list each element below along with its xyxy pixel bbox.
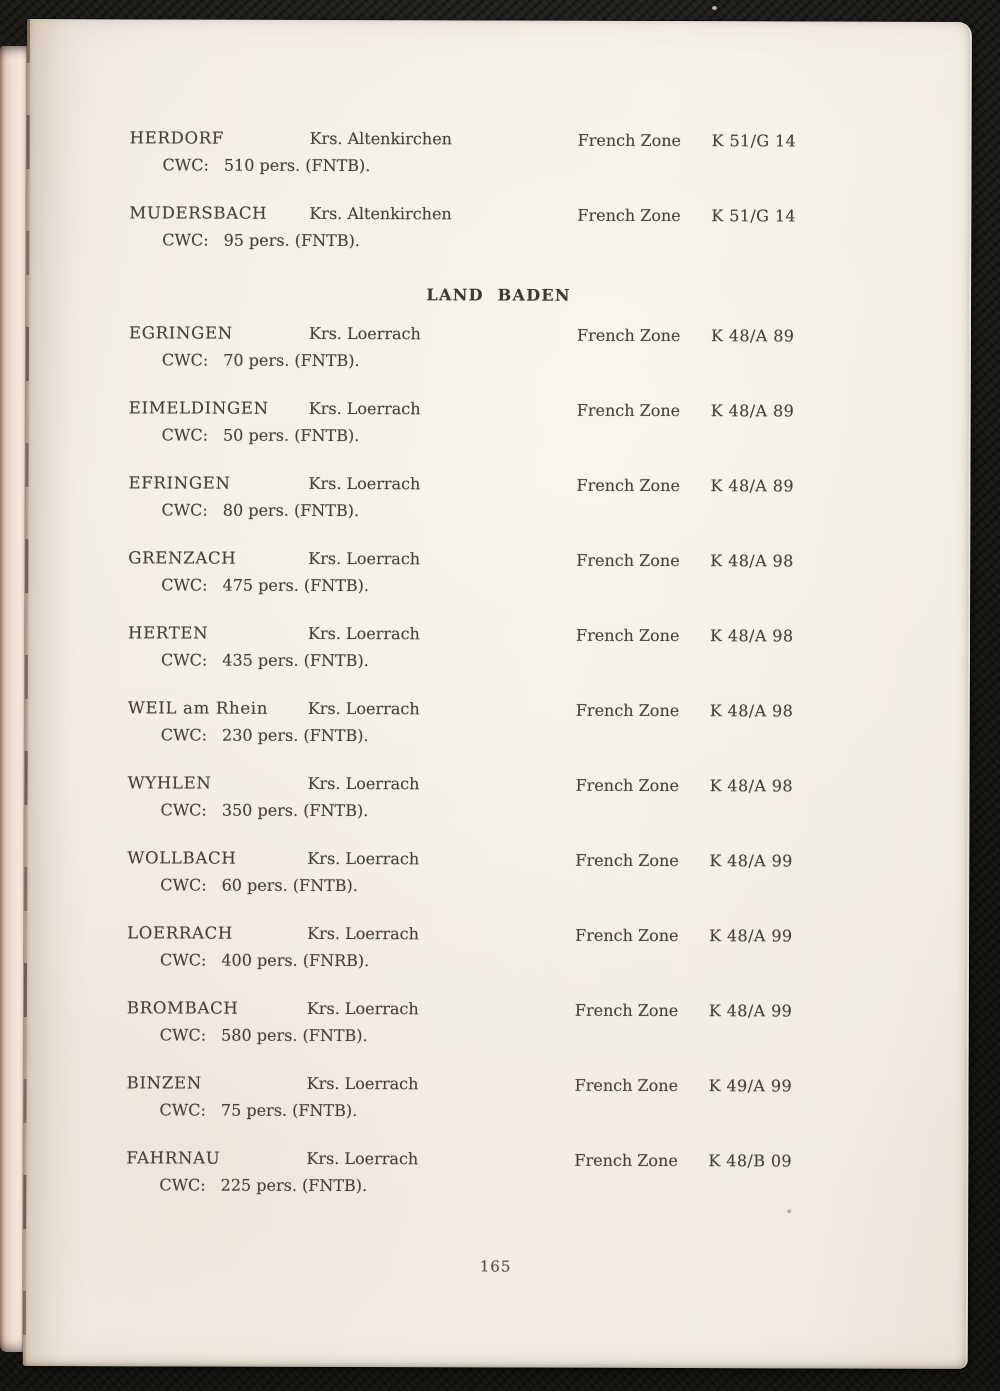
district: Krs. Altenkirchen (309, 203, 452, 224)
cwc-line (160, 949, 369, 972)
town-name: EGRINGEN (128, 323, 233, 343)
occupation-zone: French Zone (576, 400, 681, 421)
occupation-zone: French Zone (577, 205, 681, 226)
town-entry (26, 397, 971, 449)
town-name: BINZEN (126, 1073, 202, 1093)
cwc-value: 580 pers. (FNTB). (221, 1025, 368, 1046)
town-entry (24, 922, 969, 974)
district: Krs. Loerrach (306, 1073, 419, 1094)
cwc-label: CWC: (161, 575, 208, 595)
cwc-line (161, 649, 369, 672)
cwc-label: CWC: (160, 875, 207, 895)
cwc-value: 350 pers. (FNTB). (221, 800, 369, 821)
cwc-label: CWC: (160, 725, 208, 745)
town-name: WOLLBACH (127, 848, 237, 868)
town-name: EFRINGEN (128, 473, 231, 493)
town-entry (26, 322, 971, 374)
map-reference: K 51/G 14 (711, 206, 797, 226)
cwc-label: CWC: (160, 800, 207, 820)
cwc-line (162, 229, 360, 252)
cwc-value: 510 pers. (FNTB). (223, 155, 371, 176)
district: Krs. Loerrach (307, 698, 420, 719)
cwc-value: 70 pers. (FNTB). (223, 350, 360, 371)
district: Krs. Loerrach (307, 923, 419, 944)
book-page (23, 19, 972, 1369)
occupation-zone: French Zone (575, 775, 680, 796)
cwc-line (161, 574, 369, 597)
entry-list (23, 127, 971, 1199)
cwc-label: CWC: (160, 650, 208, 670)
cwc-line (160, 799, 368, 822)
land-section (23, 284, 971, 1199)
cwc-value: 225 pers. (FNTB). (220, 1175, 368, 1196)
town-entry (24, 1072, 969, 1124)
map-reference: K 49/A 99 (708, 1076, 793, 1096)
map-reference: K 48/A 98 (709, 776, 794, 796)
town-name: EIMELDINGEN (128, 398, 269, 418)
cwc-value: 435 pers. (FNTB). (222, 650, 369, 671)
occupation-zone: French Zone (576, 550, 680, 571)
cwc-line (163, 154, 371, 177)
town-name: WEIL am Rhein (127, 698, 269, 718)
map-reference: K 48/A 98 (709, 701, 794, 721)
map-reference: K 48/B 09 (708, 1151, 793, 1171)
cwc-value: 95 pers. (FNTB). (223, 230, 360, 251)
cwc-line (161, 724, 369, 747)
district: Krs. Loerrach (308, 548, 421, 569)
district: Krs. Loerrach (308, 323, 421, 344)
paper-speck (787, 1209, 791, 1213)
occupation-zone: French Zone (574, 1075, 679, 1096)
district: Krs. Loerrach (308, 473, 421, 494)
town-name: WYHLEN (127, 773, 212, 793)
cwc-line (162, 424, 360, 447)
map-reference: K 48/A 99 (709, 926, 793, 946)
map-reference: K 48/A 89 (710, 401, 795, 421)
map-reference: K 48/A 89 (710, 476, 794, 496)
map-reference: K 51/G 14 (711, 131, 797, 151)
town-entry (27, 127, 972, 179)
cwc-value: 80 pers. (FNTB). (222, 500, 360, 521)
town-name: HERDORF (129, 128, 225, 148)
background-speck (712, 6, 717, 10)
town-name: LOERRACH (127, 923, 234, 943)
cwc-label: CWC: (161, 500, 208, 520)
district: Krs. Altenkirchen (309, 128, 453, 149)
cwc-label: CWC: (159, 1025, 207, 1045)
cwc-line (161, 499, 359, 522)
district: Krs. Loerrach (306, 1148, 419, 1169)
cwc-label: CWC: (162, 230, 209, 250)
cwc-line (160, 874, 358, 897)
map-reference: K 48/A 99 (708, 1001, 793, 1021)
page-content (23, 19, 972, 1369)
town-entry (26, 202, 971, 254)
occupation-zone: French Zone (576, 475, 680, 496)
cwc-value: 230 pers. (FNTB). (222, 725, 369, 746)
town-entry (24, 847, 969, 899)
occupation-zone: French Zone (574, 1150, 678, 1171)
occupation-zone: French Zone (576, 625, 680, 646)
cwc-label: CWC: (159, 1175, 206, 1195)
cwc-line (162, 349, 360, 372)
cwc-label: CWC: (159, 1100, 206, 1120)
occupation-zone: French Zone (575, 850, 679, 871)
town-name: BROMBACH (126, 998, 239, 1018)
cwc-value: 400 pers. (FNRB). (221, 950, 370, 971)
cwc-label: CWC: (160, 950, 207, 970)
land-section (26, 127, 971, 254)
map-reference: K 48/A 99 (709, 851, 793, 871)
town-entry (25, 697, 970, 749)
map-reference: K 48/A 98 (710, 551, 794, 571)
map-reference: K 48/A 98 (710, 626, 794, 646)
town-entry (25, 547, 970, 599)
occupation-zone: French Zone (576, 325, 681, 346)
town-entry (25, 622, 970, 674)
town-entry (23, 1147, 968, 1199)
district: Krs. Loerrach (307, 773, 420, 794)
cwc-value: 475 pers. (FNTB). (222, 575, 370, 596)
section-entries (26, 127, 971, 254)
town-name: GRENZACH (128, 548, 237, 568)
map-reference: K 48/A 89 (710, 326, 795, 346)
town-name: MUDERSBACH (129, 203, 268, 223)
section-entries (23, 322, 971, 1199)
section-heading: LAND BADEN (426, 285, 571, 305)
cwc-label: CWC: (161, 425, 209, 445)
town-entry (24, 772, 969, 824)
occupation-zone: French Zone (574, 1000, 679, 1021)
town-name: FAHRNAU (126, 1148, 221, 1168)
district: Krs. Loerrach (308, 623, 420, 644)
cwc-value: 50 pers. (FNTB). (222, 425, 360, 446)
occupation-zone: French Zone (575, 925, 679, 946)
town-entry (25, 472, 970, 524)
occupation-zone: French Zone (575, 700, 680, 721)
cwc-label: CWC: (161, 350, 209, 370)
page-number: 165 (479, 1257, 512, 1276)
district: Krs. Loerrach (308, 398, 421, 419)
cwc-label: CWC: (162, 155, 209, 175)
town-name: HERTEN (128, 623, 209, 643)
cwc-line (160, 1024, 368, 1047)
cwc-line (160, 1099, 358, 1122)
cwc-line (159, 1174, 367, 1197)
cwc-value: 60 pers. (FNTB). (221, 875, 358, 896)
town-entry (24, 997, 969, 1049)
district: Krs. Loerrach (306, 998, 419, 1019)
occupation-zone: French Zone (577, 130, 682, 151)
cwc-value: 75 pers. (FNTB). (220, 1100, 358, 1121)
district: Krs. Loerrach (307, 848, 420, 869)
